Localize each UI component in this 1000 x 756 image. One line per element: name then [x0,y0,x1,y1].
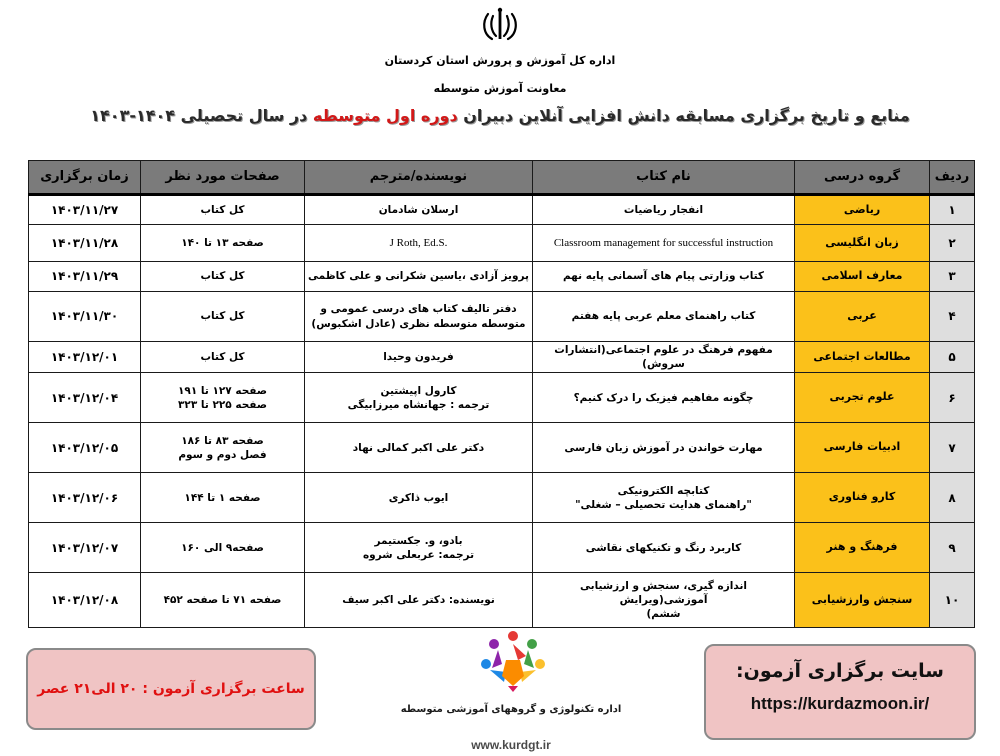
row-book [533,225,795,262]
pages-text: صفحه ۷۱ تا صفحه ۴۵۲ [163,594,282,607]
row-pages [141,225,305,262]
row-index: ۴ [930,292,975,342]
row-author [305,473,533,523]
row-pages [141,342,305,373]
org-name: اداره کل آموزش و پرورش استان کردستان [384,54,616,67]
row-author [305,225,533,262]
row-group: مطالعات اجتماعی [795,342,930,373]
row-group: فرهنگ و هنر [795,523,930,573]
row-index: ۹ [930,523,975,573]
title-part-2: در سال تحصیلی ۱۴۰۴-۱۴۰۳ [90,106,313,125]
exam-time-box [26,648,316,730]
header-author: نویسنده/مترجم [305,161,533,195]
author-text: پرویز آزادی ،یاسین شکرانی و علی کاظمی [308,270,529,283]
author-text: دکتر علی اکبر کمالی نهاد [352,441,485,454]
book-text: مهارت خواندن در آموزش زبان فارسی [564,441,763,454]
pages-text: کل کتاب [200,351,245,364]
row-author [305,195,533,225]
pages-text: کل کتاب [200,310,245,323]
book-text: Classroom management for successful instruction [553,236,774,249]
table-row [29,195,975,225]
header-pages: صفحات مورد نظر [141,161,305,195]
row-group: علوم تجربی [795,373,930,423]
row-group: ادبیات فارسی [795,423,930,473]
table-row [29,342,975,373]
row-index: ۶ [930,373,975,423]
exam-time-text: ساعت برگزاری آزمون : ۲۰ الی۲۱ عصر [37,681,305,697]
book-text: کاربرد رنگ و تکنیکهای نقاشی [585,541,742,554]
author-text: کارول اپیشتین ترجمه : جهانشاه میرزابیگی [347,384,490,411]
header-group: گروه درسی [795,161,930,195]
row-pages [141,195,305,225]
row-author [305,423,533,473]
table-row [29,523,975,573]
row-date: ۱۴۰۳/۱۲/۰۴ [29,373,141,423]
author-text: بادو، و. جکستیمر ترجمه: عربعلی شروه [362,534,475,561]
iran-emblem-icon [480,6,520,44]
row-author [305,373,533,423]
row-author [305,262,533,292]
row-index: ۸ [930,473,975,523]
pages-text: صفحه۹ الی ۱۶۰ [181,541,264,554]
site-url-link[interactable]: https://kurdazmoon.ir/ [750,694,930,713]
row-group: ریاضی [795,195,930,225]
exam-site-box [704,644,976,740]
book-text: مفهوم فرهنگ در علوم اجتماعی(انتشارات سروش) [554,344,773,371]
row-book [533,373,795,423]
book-text: انفجار ریاضیات [623,203,704,216]
schedule-table-container [28,160,974,622]
row-pages [141,292,305,342]
row-book [533,195,795,225]
row-author [305,292,533,342]
header-index: ردیف [930,161,975,195]
header-date: زمان برگزاری [29,161,141,195]
pages-text: صفحه ۸۳ تا ۱۸۶ فصل دوم و سوم [178,434,267,461]
row-index: ۱ [930,195,975,225]
row-index: ۲ [930,225,975,262]
row-group: سنجش وارزشیابی [795,573,930,628]
row-pages [141,423,305,473]
row-book [533,573,795,628]
row-pages [141,523,305,573]
row-index: ۳ [930,262,975,292]
row-author [305,342,533,373]
row-date: ۱۴۰۳/۱۲/۰۵ [29,423,141,473]
site-title: سایت برگزاری آزمون: [736,660,944,682]
logo-caption: اداره تکنولوژی و گروههای آموزشی متوسطه [400,704,622,715]
row-group: زبان انگلیسی [795,225,930,262]
pages-text: کل کتاب [200,270,245,283]
pages-text: صفحه ۱ تا ۱۴۴ [184,491,261,504]
row-date: ۱۴۰۳/۱۱/۲۸ [29,225,141,262]
row-date: ۱۴۰۳/۱۱/۳۰ [29,292,141,342]
row-book [533,523,795,573]
title-part-1: منابع و تاریخ برگزاری مسابقه دانش افزایی آنلاین دبیران [457,106,910,125]
table-row [29,473,975,523]
row-index: ۷ [930,423,975,473]
author-text: نویسنده: دکتر علی اکبر سیف [342,594,495,607]
author-text: J Roth, Ed.S. [389,236,448,249]
logo-url[interactable]: www.kurdgt.ir [471,738,551,752]
row-pages [141,262,305,292]
row-book [533,423,795,473]
row-date: ۱۴۰۳/۱۱/۲۷ [29,195,141,225]
book-text: اندازه گیری، سنجش و ارزشیابی آموزشی(ویرایش ششم) [580,580,747,621]
pages-text: صفحه ۱۳ تا ۱۴۰ [181,236,264,249]
table-row [29,423,975,473]
table-row [29,292,975,342]
book-text: کتابچه الکترونیکی "راهنمای هدایت تحصیلی – شغلی" [575,484,752,511]
table-header-row [29,161,975,195]
row-index: ۵ [930,342,975,373]
row-date: ۱۴۰۳/۱۲/۰۱ [29,342,141,373]
header-book: نام کتاب [533,161,795,195]
table-row [29,573,975,628]
pages-text: صفحه ۱۲۷ تا ۱۹۱ صفحه ۲۲۵ تا ۳۲۳ [178,384,267,411]
table-row [29,262,975,292]
book-text: کتاب وزارتی پیام های آسمانی پایه نهم [562,270,765,283]
author-text: دفتر تالیف کتاب های درسی عمومی و متوسطه متوسطه نظری (عادل اشکبوس) [311,303,526,330]
book-text: چگونه مفاهیم فیزیک را درک کنیم؟ [573,391,754,404]
row-pages [141,573,305,628]
row-author [305,573,533,628]
row-index: ۱۰ [930,573,975,628]
table-row [29,373,975,423]
row-date: ۱۴۰۳/۱۲/۰۷ [29,523,141,573]
row-group: کارو فناوری [795,473,930,523]
row-author [305,523,533,573]
row-date: ۱۴۰۳/۱۲/۰۸ [29,573,141,628]
title-highlight: دوره اول متوسطه [312,106,458,125]
row-date: ۱۴۰۳/۱۱/۲۹ [29,262,141,292]
author-text: ایوب ذاکری [388,491,449,504]
pages-text: کل کتاب [200,203,245,216]
row-book [533,262,795,292]
schedule-table [28,160,975,628]
department-name: معاونت آموزش متوسطه [433,82,567,95]
row-pages [141,373,305,423]
page-title [0,106,1000,125]
author-text: فریدون وحیدا [383,351,454,364]
row-book [533,292,795,342]
row-book [533,342,795,373]
row-book [533,473,795,523]
row-group: عربی [795,292,930,342]
row-pages [141,473,305,523]
row-date: ۱۴۰۳/۱۲/۰۶ [29,473,141,523]
book-text: کتاب راهنمای معلم عربی پایه هفتم [571,310,756,323]
table-row [29,225,975,262]
row-group: معارف اسلامی [795,262,930,292]
kurdgt-logo-icon [478,630,548,694]
author-text: ارسلان شادمان [378,203,459,216]
